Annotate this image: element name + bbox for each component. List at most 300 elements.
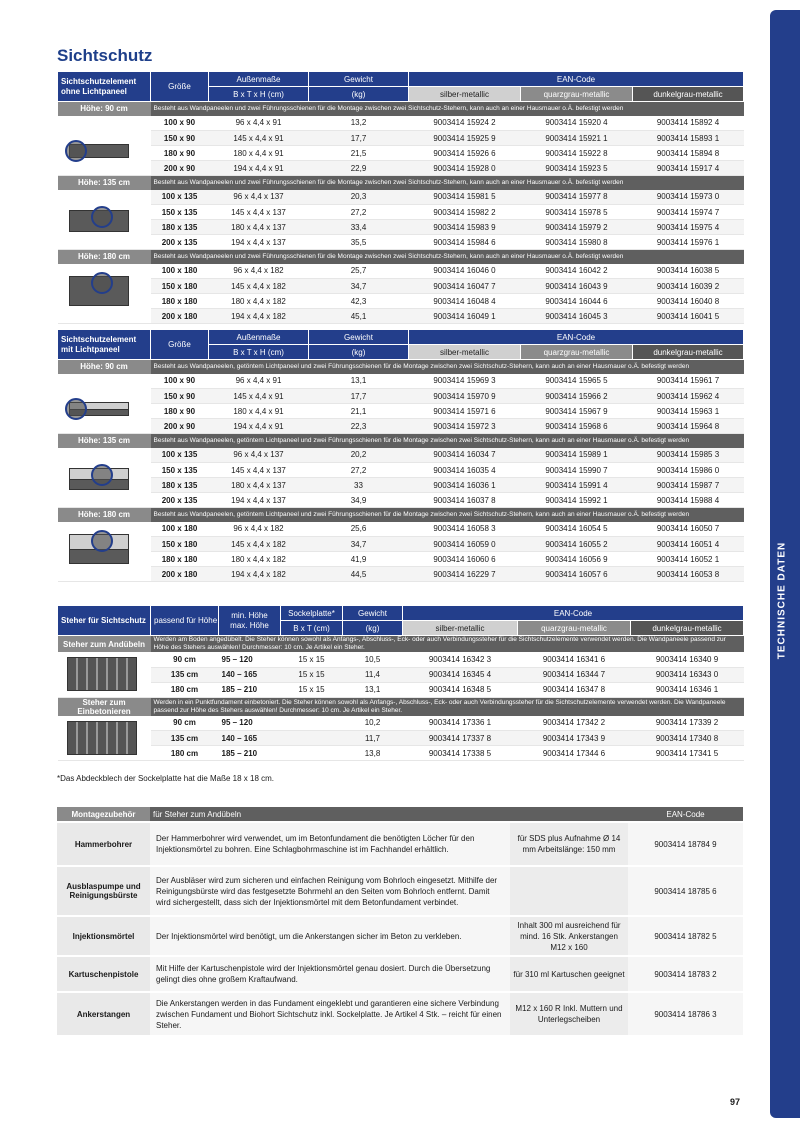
cell-weight: 10,2 xyxy=(343,716,403,731)
header-base-plate-unit: B x T (cm) xyxy=(281,621,343,636)
illustration-cell xyxy=(58,264,151,324)
cell-height: 90 cm xyxy=(151,652,219,667)
cell-ean-quarzgrau: 9003414 15923 5 xyxy=(521,161,633,176)
cell-ean-silver: 9003414 15969 3 xyxy=(409,374,521,389)
table-row xyxy=(58,116,744,131)
accessories-header-ean: EAN-Code xyxy=(628,807,743,822)
product-illustration xyxy=(61,450,147,504)
header-ean: EAN-Code xyxy=(409,330,744,345)
cell-weight: 13,1 xyxy=(309,374,409,389)
cell-weight: 25,7 xyxy=(309,264,409,279)
cell-ean-dunkelgrau: 9003414 17339 2 xyxy=(631,716,744,731)
cell-dimensions: 145 x 4,4 x 182 xyxy=(209,279,309,294)
section-height-label: Steher zum Einbetonieren xyxy=(58,697,151,716)
cell-ean-dunkelgrau: 9003414 16051 4 xyxy=(633,537,744,552)
cell-ean-dunkelgrau: 9003414 16050 7 xyxy=(633,522,744,537)
side-tab-label: TECHNISCHE DATEN xyxy=(776,541,788,660)
cell-size: 150 x 135 xyxy=(151,463,209,478)
header-color-quarzgrau: quarzgrau-metallic xyxy=(521,345,633,360)
cell-ean-quarzgrau: 9003414 15967 9 xyxy=(521,404,633,419)
cell-size: 200 x 180 xyxy=(151,309,209,324)
table-row xyxy=(58,522,744,537)
page-number: 97 xyxy=(730,1097,741,1107)
accessory-ean: 9003414 18784 9 xyxy=(628,822,743,866)
accessory-description: Der Hammerbohrer wird verwendet, um im Betonfundament die benötigten Löcher für den Injektionsmörtel zu bohren. Eine Schlagbohrmaschine ist im Fachhandel erhältlich. xyxy=(150,822,510,866)
cell-ean-silver: 9003414 16345 4 xyxy=(403,667,518,682)
accessory-name: Kartuschenpistole xyxy=(57,956,150,992)
cell-ean-dunkelgrau: 9003414 15961 7 xyxy=(633,374,744,389)
header-ean: EAN-Code xyxy=(409,72,744,87)
section-header-row xyxy=(58,250,744,264)
illustration-cell xyxy=(58,116,151,176)
header-color-quarzgrau: quarzgrau-metallic xyxy=(518,621,631,636)
illustration-cell xyxy=(58,190,151,250)
cell-ean-quarzgrau: 9003414 16057 6 xyxy=(521,567,633,582)
cell-base-plate xyxy=(281,731,343,746)
table-row xyxy=(58,682,744,697)
cell-ean-dunkelgrau: 9003414 16053 8 xyxy=(633,567,744,582)
cell-weight: 22,3 xyxy=(309,419,409,434)
section-description: Besteht aus Wandpaneelen und zwei Führungsschienen für die Montage zwischen zwei Sichtschutz-Stehern, kann auch an einer Hausmauer o.Ä. befestigt werden xyxy=(151,176,744,190)
cell-base-plate xyxy=(281,746,343,761)
header-size: Größe xyxy=(151,72,209,102)
accessory-ean: 9003414 18783 2 xyxy=(628,956,743,992)
cell-base-plate: 15 x 15 xyxy=(281,667,343,682)
cell-ean-silver: 9003414 16046 0 xyxy=(409,264,521,279)
header-weight: Gewicht xyxy=(309,330,409,345)
cell-base-plate: 15 x 15 xyxy=(281,682,343,697)
table-ohne-lichtpaneel xyxy=(57,71,744,324)
product-illustration xyxy=(61,266,147,320)
accessory-spec: für 310 ml Kartuschen geeignet xyxy=(510,956,628,992)
table-row xyxy=(58,294,744,309)
header-weight-unit: (kg) xyxy=(343,621,403,636)
table-row xyxy=(58,279,744,294)
product-illustration xyxy=(61,192,147,246)
accessory-name: Ankerstangen xyxy=(57,992,150,1036)
cell-weight: 42,3 xyxy=(309,294,409,309)
cell-dimensions: 180 x 4,4 x 182 xyxy=(209,294,309,309)
cell-dimensions: 194 x 4,4 x 137 xyxy=(209,493,309,508)
section-height-label: Höhe: 90 cm xyxy=(58,360,151,374)
table-row xyxy=(58,552,744,567)
table-row xyxy=(58,746,744,761)
cell-ean-quarzgrau: 9003414 15980 8 xyxy=(521,235,633,250)
cell-weight: 13,8 xyxy=(343,746,403,761)
cell-dimensions: 194 x 4,4 x 182 xyxy=(209,309,309,324)
section-description: Besteht aus Wandpaneelen und zwei Führungsschienen für die Montage zwischen zwei Sichtschutz-Stehern, kann auch an einer Hausmauer o.Ä. befestigt werden xyxy=(151,250,744,264)
cell-size: 200 x 90 xyxy=(151,161,209,176)
cell-dimensions: 96 x 4,4 x 182 xyxy=(209,522,309,537)
cell-size: 200 x 135 xyxy=(151,235,209,250)
cell-dimensions: 96 x 4,4 x 137 xyxy=(209,448,309,463)
section-description: Besteht aus Wandpaneelen, getöntem Lichtpaneel und zwei Führungsschienen für die Montage zwischen zwei Sichtschutz-Stehern, kann auch an einer Hausmauer o.Ä. befestigt werden xyxy=(151,360,744,374)
table-row xyxy=(58,374,744,389)
table-row xyxy=(58,309,744,324)
cell-weight: 11,7 xyxy=(343,731,403,746)
cell-dimensions: 96 x 4,4 x 91 xyxy=(209,116,309,131)
cell-ean-quarzgrau: 9003414 16044 6 xyxy=(521,294,633,309)
cell-ean-dunkelgrau: 9003414 16340 9 xyxy=(631,652,744,667)
cell-ean-silver: 9003414 17338 5 xyxy=(403,746,518,761)
cell-ean-silver: 9003414 15972 3 xyxy=(409,419,521,434)
cell-weight: 11,4 xyxy=(343,667,403,682)
accessory-description: Der Injektionsmörtel wird benötigt, um die Ankerstangen sicher im Beton zu verkleben. xyxy=(150,916,510,956)
table-row xyxy=(58,448,744,463)
product-illustration xyxy=(61,653,147,695)
cell-ean-quarzgrau: 9003414 15920 4 xyxy=(521,116,633,131)
section-height-label: Höhe: 180 cm xyxy=(58,508,151,522)
cell-ean-dunkelgrau: 9003414 15973 0 xyxy=(633,190,744,205)
table-row xyxy=(58,264,744,279)
accessory-description: Mit Hilfe der Kartuschenpistole wird der Injektionsmörtel genau dosiert. Durch die Übersetzung gelingt dies ohne großem Kraftaufwand. xyxy=(150,956,510,992)
cell-ean-dunkelgrau: 9003414 15894 8 xyxy=(633,146,744,161)
table-row xyxy=(58,478,744,493)
table-row xyxy=(58,389,744,404)
cell-dimensions: 145 x 4,4 x 91 xyxy=(209,389,309,404)
cell-ean-silver: 9003414 16229 7 xyxy=(409,567,521,582)
cell-dimensions: 145 x 4,4 x 91 xyxy=(209,131,309,146)
accessory-row xyxy=(57,992,743,1036)
accessories-header-note: für Steher zum Andübeln xyxy=(150,807,628,822)
cell-ean-dunkelgrau: 9003414 15917 4 xyxy=(633,161,744,176)
cell-ean-dunkelgrau: 9003414 15988 4 xyxy=(633,493,744,508)
cell-height: 180 cm xyxy=(151,746,219,761)
cell-ean-silver: 9003414 15970 9 xyxy=(409,389,521,404)
cell-weight: 21,5 xyxy=(309,146,409,161)
header-weight-unit: (kg) xyxy=(309,345,409,360)
cell-ean-silver: 9003414 16049 1 xyxy=(409,309,521,324)
cell-ean-quarzgrau: 9003414 15966 2 xyxy=(521,389,633,404)
cell-ean-quarzgrau: 9003414 17342 2 xyxy=(518,716,631,731)
cell-ean-quarzgrau: 9003414 15992 1 xyxy=(521,493,633,508)
header-color-dunkelgrau: dunkelgrau-metallic xyxy=(633,345,744,360)
table-steher xyxy=(57,605,744,761)
section-description: Besteht aus Wandpaneelen, getöntem Lichtpaneel und zwei Führungsschienen für die Montage zwischen zwei Sichtschutz-Stehern, kann auch an einer Hausmauer o.Ä. befestigt werden xyxy=(151,434,744,448)
cell-height: 180 cm xyxy=(151,682,219,697)
table-row xyxy=(58,235,744,250)
table-row xyxy=(58,146,744,161)
cell-min-max-height: 95 – 120 xyxy=(219,652,281,667)
cell-weight: 20,3 xyxy=(309,190,409,205)
header-weight: Gewicht xyxy=(309,72,409,87)
cell-weight: 25,6 xyxy=(309,522,409,537)
cell-ean-dunkelgrau: 9003414 15986 0 xyxy=(633,463,744,478)
cell-ean-silver: 9003414 16342 3 xyxy=(403,652,518,667)
section-height-label: Steher zum Andübeln xyxy=(58,636,151,653)
accessory-ean: 9003414 18785 6 xyxy=(628,866,743,916)
cell-weight: 34,7 xyxy=(309,537,409,552)
cell-dimensions: 145 x 4,4 x 137 xyxy=(209,205,309,220)
cell-ean-quarzgrau: 9003414 16055 2 xyxy=(521,537,633,552)
header-color-dunkelgrau: dunkelgrau-metallic xyxy=(631,621,744,636)
cell-weight: 35,5 xyxy=(309,235,409,250)
cell-size: 180 x 135 xyxy=(151,220,209,235)
cell-ean-dunkelgrau: 9003414 16038 5 xyxy=(633,264,744,279)
page-title: Sichtschutz xyxy=(57,46,153,65)
cell-dimensions: 180 x 4,4 x 182 xyxy=(209,552,309,567)
cell-size: 180 x 90 xyxy=(151,146,209,161)
table-row xyxy=(58,205,744,220)
cell-ean-quarzgrau: 9003414 16341 6 xyxy=(518,652,631,667)
cell-ean-silver: 9003414 17336 1 xyxy=(403,716,518,731)
cell-size: 150 x 180 xyxy=(151,537,209,552)
cell-ean-silver: 9003414 16034 7 xyxy=(409,448,521,463)
cell-weight: 33 xyxy=(309,478,409,493)
cell-dimensions: 96 x 4,4 x 137 xyxy=(209,190,309,205)
header-fits-height: passend für Höhe xyxy=(151,606,219,636)
cell-dimensions: 194 x 4,4 x 182 xyxy=(209,567,309,582)
cell-ean-dunkelgrau: 9003414 16343 0 xyxy=(631,667,744,682)
cell-ean-silver: 9003414 16348 5 xyxy=(403,682,518,697)
cell-ean-silver: 9003414 17337 8 xyxy=(403,731,518,746)
footnote: *Das Abdeckblech der Sockelplatte hat die Maße 18 x 18 cm. xyxy=(57,774,275,783)
cell-ean-dunkelgrau: 9003414 16346 1 xyxy=(631,682,744,697)
cell-ean-silver: 9003414 15925 9 xyxy=(409,131,521,146)
zoom-detail-circle xyxy=(65,398,87,420)
cell-ean-silver: 9003414 16036 1 xyxy=(409,478,521,493)
cell-dimensions: 145 x 4,4 x 137 xyxy=(209,463,309,478)
cell-ean-dunkelgrau: 9003414 15987 7 xyxy=(633,478,744,493)
cell-ean-silver: 9003414 16035 4 xyxy=(409,463,521,478)
cell-ean-dunkelgrau: 9003414 15975 4 xyxy=(633,220,744,235)
cell-ean-quarzgrau: 9003414 15989 1 xyxy=(521,448,633,463)
cell-min-max-height: 140 – 165 xyxy=(219,667,281,682)
cell-size: 100 x 135 xyxy=(151,448,209,463)
cell-size: 180 x 135 xyxy=(151,478,209,493)
cell-size: 200 x 180 xyxy=(151,567,209,582)
table-row xyxy=(58,131,744,146)
cell-ean-quarzgrau: 9003414 16056 9 xyxy=(521,552,633,567)
accessories-table xyxy=(57,807,743,1037)
accessory-description: Der Ausbläser wird zum sicheren und einfachen Reinigung vom Bohrloch eingesetzt. Mithilfe der Reinigungsbürste wird das festgesetzte Bohrmehl an den Seiten vom Bohrloch entfernt. Damit wird sichergestellt, dass sich der Injektionsmörtel mit dem Betonfundament verbindet. xyxy=(150,866,510,916)
table-row xyxy=(58,419,744,434)
accessories-header-title: Montagezubehör xyxy=(57,807,150,822)
post-illustration xyxy=(67,657,137,691)
header-color-quarzgrau: quarzgrau-metallic xyxy=(521,87,633,102)
zoom-detail-circle xyxy=(91,464,113,486)
cell-min-max-height: 185 – 210 xyxy=(219,682,281,697)
cell-ean-dunkelgrau: 9003414 15892 4 xyxy=(633,116,744,131)
cell-height: 135 cm xyxy=(151,667,219,682)
accessory-row xyxy=(57,956,743,992)
cell-weight: 34,9 xyxy=(309,493,409,508)
cell-size: 150 x 180 xyxy=(151,279,209,294)
cell-size: 200 x 90 xyxy=(151,419,209,434)
section-header-row xyxy=(58,102,744,116)
cell-size: 100 x 180 xyxy=(151,522,209,537)
cell-weight: 45,1 xyxy=(309,309,409,324)
section-height-label: Höhe: 90 cm xyxy=(58,102,151,116)
header-product: Sichtschutzelement ohne Lichtpaneel xyxy=(58,72,151,102)
accessory-name: Injektionsmörtel xyxy=(57,916,150,956)
section-height-label: Höhe: 135 cm xyxy=(58,176,151,190)
table-row xyxy=(58,652,744,667)
cell-ean-dunkelgrau: 9003414 15974 7 xyxy=(633,205,744,220)
table-row xyxy=(58,493,744,508)
section-description: Besteht aus Wandpaneelen, getöntem Lichtpaneel und zwei Führungsschienen für die Montage zwischen zwei Sichtschutz-Stehern, kann auch an einer Hausmauer o.Ä. befestigt werden xyxy=(151,508,744,522)
header-dimensions-unit: B x T x H (cm) xyxy=(209,87,309,102)
cell-size: 180 x 180 xyxy=(151,552,209,567)
cell-dimensions: 194 x 4,4 x 137 xyxy=(209,235,309,250)
cell-ean-silver: 9003414 15926 6 xyxy=(409,146,521,161)
section-header-row xyxy=(58,360,744,374)
cell-ean-quarzgrau: 9003414 17344 6 xyxy=(518,746,631,761)
table-mit-lichtpaneel xyxy=(57,329,744,582)
cell-dimensions: 180 x 4,4 x 91 xyxy=(209,404,309,419)
header-weight: Gewicht xyxy=(343,606,403,621)
cell-dimensions: 145 x 4,4 x 182 xyxy=(209,537,309,552)
header-min-max-height: min. Höhe max. Höhe xyxy=(219,606,281,636)
accessory-name: Hammerbohrer xyxy=(57,822,150,866)
header-ean: EAN-Code xyxy=(403,606,744,621)
section-description: Besteht aus Wandpaneelen und zwei Führungsschienen für die Montage zwischen zwei Sichtschutz-Stehern, kann auch an einer Hausmauer o.Ä. befestigt werden xyxy=(151,102,744,116)
table-row xyxy=(58,463,744,478)
accessory-spec xyxy=(510,866,628,916)
cell-size: 100 x 180 xyxy=(151,264,209,279)
cell-ean-dunkelgrau: 9003414 15893 1 xyxy=(633,131,744,146)
cell-ean-silver: 9003414 15981 5 xyxy=(409,190,521,205)
cell-weight: 17,7 xyxy=(309,389,409,404)
illustration-cell xyxy=(58,652,151,697)
accessory-description: Die Ankerstangen werden in das Fundament eingeklebt und garantieren eine sichere Verbindung zwischen Fundament und Biohort Sichtschutz inkl. Sockelplatte. Je Artikel 4 Stk. – reicht für einen Steher. xyxy=(150,992,510,1036)
side-tab xyxy=(770,10,800,1118)
product-illustration xyxy=(61,118,147,172)
header-size: Größe xyxy=(151,330,209,360)
cell-ean-dunkelgrau: 9003414 17340 8 xyxy=(631,731,744,746)
accessory-spec: für SDS plus Aufnahme Ø 14 mm Arbeitslänge: 150 mm xyxy=(510,822,628,866)
cell-dimensions: 96 x 4,4 x 91 xyxy=(209,374,309,389)
table-row xyxy=(58,404,744,419)
cell-weight: 13,1 xyxy=(343,682,403,697)
cell-ean-quarzgrau: 9003414 16344 7 xyxy=(518,667,631,682)
cell-ean-silver: 9003414 16058 3 xyxy=(409,522,521,537)
cell-ean-quarzgrau: 9003414 15979 2 xyxy=(521,220,633,235)
section-height-label: Höhe: 135 cm xyxy=(58,434,151,448)
cell-ean-dunkelgrau: 9003414 15976 1 xyxy=(633,235,744,250)
cell-ean-dunkelgrau: 9003414 17341 5 xyxy=(631,746,744,761)
header-color-silver: silber-metallic xyxy=(403,621,518,636)
product-illustration xyxy=(61,376,147,430)
header-dimensions: Außenmaße xyxy=(209,72,309,87)
cell-ean-silver: 9003414 15982 2 xyxy=(409,205,521,220)
cell-ean-quarzgrau: 9003414 16042 2 xyxy=(521,264,633,279)
cell-size: 100 x 90 xyxy=(151,374,209,389)
cell-ean-quarzgrau: 9003414 15968 6 xyxy=(521,419,633,434)
table-row xyxy=(58,190,744,205)
cell-weight: 10,5 xyxy=(343,652,403,667)
table-row xyxy=(58,161,744,176)
cell-weight: 41,9 xyxy=(309,552,409,567)
illustration-cell xyxy=(58,716,151,761)
post-illustration xyxy=(67,721,137,755)
cell-base-plate xyxy=(281,716,343,731)
cell-size: 180 x 90 xyxy=(151,404,209,419)
header-product: Steher für Sichtschutz xyxy=(58,606,151,636)
header-weight-unit: (kg) xyxy=(309,87,409,102)
cell-dimensions: 194 x 4,4 x 91 xyxy=(209,161,309,176)
section-header-row xyxy=(58,176,744,190)
cell-size: 150 x 135 xyxy=(151,205,209,220)
cell-ean-dunkelgrau: 9003414 15963 1 xyxy=(633,404,744,419)
cell-ean-quarzgrau: 9003414 16045 3 xyxy=(521,309,633,324)
cell-ean-silver: 9003414 16060 6 xyxy=(409,552,521,567)
cell-ean-quarzgrau: 9003414 15965 5 xyxy=(521,374,633,389)
accessory-ean: 9003414 18786 3 xyxy=(628,992,743,1036)
cell-ean-silver: 9003414 15924 2 xyxy=(409,116,521,131)
cell-size: 150 x 90 xyxy=(151,131,209,146)
illustration-cell xyxy=(58,522,151,582)
cell-ean-silver: 9003414 16059 0 xyxy=(409,537,521,552)
accessory-row xyxy=(57,866,743,916)
illustration-cell xyxy=(58,448,151,508)
cell-ean-quarzgrau: 9003414 15921 1 xyxy=(521,131,633,146)
section-header-row xyxy=(58,697,744,716)
header-color-silver: silber-metallic xyxy=(409,345,521,360)
accessory-name: Ausblaspumpe und Reinigungsbürste xyxy=(57,866,150,916)
cell-min-max-height: 140 – 165 xyxy=(219,731,281,746)
cell-weight: 21,1 xyxy=(309,404,409,419)
cell-ean-quarzgrau: 9003414 15990 7 xyxy=(521,463,633,478)
cell-weight: 34,7 xyxy=(309,279,409,294)
table-row xyxy=(58,567,744,582)
zoom-detail-circle xyxy=(91,206,113,228)
illustration-cell xyxy=(58,374,151,434)
cell-ean-silver: 9003414 16048 4 xyxy=(409,294,521,309)
cell-dimensions: 96 x 4,4 x 182 xyxy=(209,264,309,279)
table-row xyxy=(58,731,744,746)
cell-ean-quarzgrau: 9003414 16054 5 xyxy=(521,522,633,537)
cell-weight: 20,2 xyxy=(309,448,409,463)
cell-ean-dunkelgrau: 9003414 16041 5 xyxy=(633,309,744,324)
cell-ean-silver: 9003414 15928 0 xyxy=(409,161,521,176)
section-header-row xyxy=(58,508,744,522)
cell-ean-quarzgrau: 9003414 15922 8 xyxy=(521,146,633,161)
cell-size: 150 x 90 xyxy=(151,389,209,404)
cell-ean-quarzgrau: 9003414 15977 8 xyxy=(521,190,633,205)
accessory-spec: Inhalt 300 ml ausreichend für mind. 16 Stk. Ankerstangen M12 x 160 xyxy=(510,916,628,956)
cell-ean-quarzgrau: 9003414 15991 4 xyxy=(521,478,633,493)
accessory-row xyxy=(57,822,743,866)
cell-ean-dunkelgrau: 9003414 16039 2 xyxy=(633,279,744,294)
section-description: Werden in ein Punktfundament einbetoniert. Die Steher können sowohl als Anfangs-, Abschluss-, Eck- oder auch Verbindungssteher für die Sichtschutzelemente verwendet werden. Die Wandpaneele passend zur Höhe des Stehers auswählen! Durchmesser: 10 cm. Je Artikel ein Steher. xyxy=(151,697,744,716)
header-product: Sichtschutzelement mit Lichtpaneel xyxy=(58,330,151,360)
cell-size: 100 x 90 xyxy=(151,116,209,131)
cell-dimensions: 194 x 4,4 x 91 xyxy=(209,419,309,434)
cell-weight: 44,5 xyxy=(309,567,409,582)
cell-ean-silver: 9003414 15983 9 xyxy=(409,220,521,235)
cell-min-max-height: 95 – 120 xyxy=(219,716,281,731)
cell-dimensions: 180 x 4,4 x 137 xyxy=(209,220,309,235)
cell-ean-dunkelgrau: 9003414 15964 8 xyxy=(633,419,744,434)
header-color-dunkelgrau: dunkelgrau-metallic xyxy=(633,87,744,102)
cell-ean-quarzgrau: 9003414 16347 8 xyxy=(518,682,631,697)
cell-weight: 27,2 xyxy=(309,205,409,220)
cell-ean-silver: 9003414 15971 6 xyxy=(409,404,521,419)
cell-ean-dunkelgrau: 9003414 16052 1 xyxy=(633,552,744,567)
cell-weight: 27,2 xyxy=(309,463,409,478)
accessory-row xyxy=(57,916,743,956)
cell-min-max-height: 185 – 210 xyxy=(219,746,281,761)
table-row xyxy=(58,716,744,731)
header-color-silver: silber-metallic xyxy=(409,87,521,102)
cell-ean-quarzgrau: 9003414 16043 9 xyxy=(521,279,633,294)
cell-ean-silver: 9003414 15984 6 xyxy=(409,235,521,250)
cell-ean-dunkelgrau: 9003414 16040 8 xyxy=(633,294,744,309)
accessory-spec: M12 x 160 R Inkl. Muttern und Unterlegscheiben xyxy=(510,992,628,1036)
cell-base-plate: 15 x 15 xyxy=(281,652,343,667)
section-header-row xyxy=(58,434,744,448)
